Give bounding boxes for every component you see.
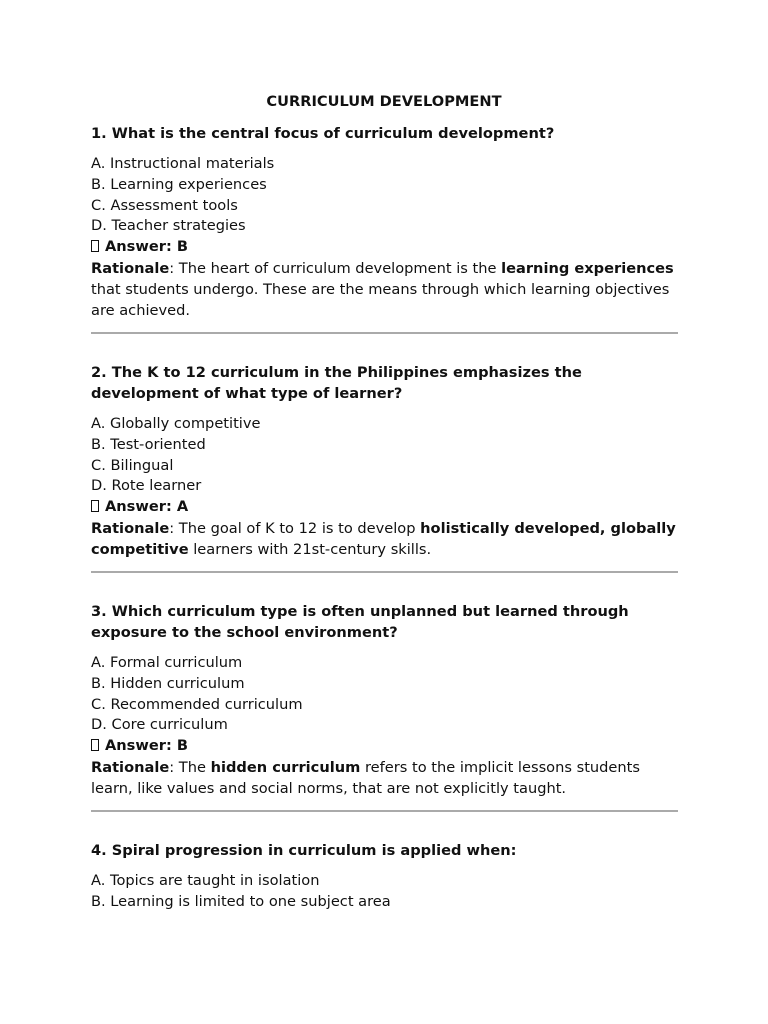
question-text: 2. The K to 12 curriculum in the Philippines emphasizes the development of what type of learner? [91,364,582,402]
options-list [91,653,678,736]
rationale-label: Rationale [91,758,170,776]
option-a: A. Formal curriculum [91,654,243,671]
option-d: D. Core curriculum [91,716,228,734]
rationale-emphasis: learning experiences [501,259,674,277]
rationale-label: Rationale [91,519,170,537]
option-d: D. Teacher strategies [91,217,246,235]
question-block-1 [91,123,678,321]
rationale-emphasis: hidden curriculum [210,758,361,776]
rationale-part: that students undergo. These are the means through which learning objectives are achieved. [91,280,670,319]
option-b: B. Test-oriented [91,435,206,453]
option-c: C. Recommended curriculum [91,695,303,713]
option-b: B. Learning experiences [91,175,267,193]
option-c: C. Assessment tools [91,196,238,214]
rationale-part: : The goal of K to 12 is to develop [169,519,421,537]
missing-glyph-box-icon [91,240,99,252]
option-a: A. Instructional materials [91,155,275,172]
question-block-3 [91,601,678,799]
rationale-label: Rationale [91,259,170,277]
options-list [91,414,678,497]
divider [91,571,678,573]
answer-line [91,497,678,518]
rationale [91,518,678,560]
option-d: D. Rote learner [91,477,202,495]
rationale-part: refers to the implicit lessons students learn, like values and social norms, that are not explicitly taught. [91,758,640,797]
question-block-4 [91,840,678,913]
rationale [91,258,678,321]
answer-text: Answer: A [105,498,189,516]
option-b: B. Learning is limited to one subject area [91,892,391,910]
answer-text: Answer: B [105,737,188,755]
divider [91,810,678,812]
answer-line [91,736,678,757]
options-list [91,154,678,237]
question-text: 3. Which curriculum type is often unplanned but learned through exposure to the school environment? [91,603,629,641]
answer-text: Answer: B [105,238,188,256]
missing-glyph-box-icon [91,739,99,751]
option-c: C. Bilingual [91,456,174,474]
rationale-part: : The heart of curriculum development is the [169,259,502,277]
question-text: 1. What is the central focus of curriculum development? [91,125,555,142]
option-b: B. Hidden curriculum [91,674,245,692]
document-title: CURRICULUM DEVELOPMENT [266,93,502,110]
option-a: A. Topics are taught in isolation [91,872,320,889]
divider [91,332,678,334]
question-block-2 [91,362,678,560]
answer-line [91,237,678,258]
rationale-part: learners with 21st-century skills. [188,540,432,558]
rationale [91,757,678,799]
rationale-part: : The [169,758,211,776]
option-a: A. Globally competitive [91,415,261,432]
rationale-emphasis: holistically developed, globally competitive [91,519,676,558]
options-list [91,871,678,913]
missing-glyph-box-icon [91,500,99,512]
question-text: 4. Spiral progression in curriculum is applied when: [91,842,517,859]
